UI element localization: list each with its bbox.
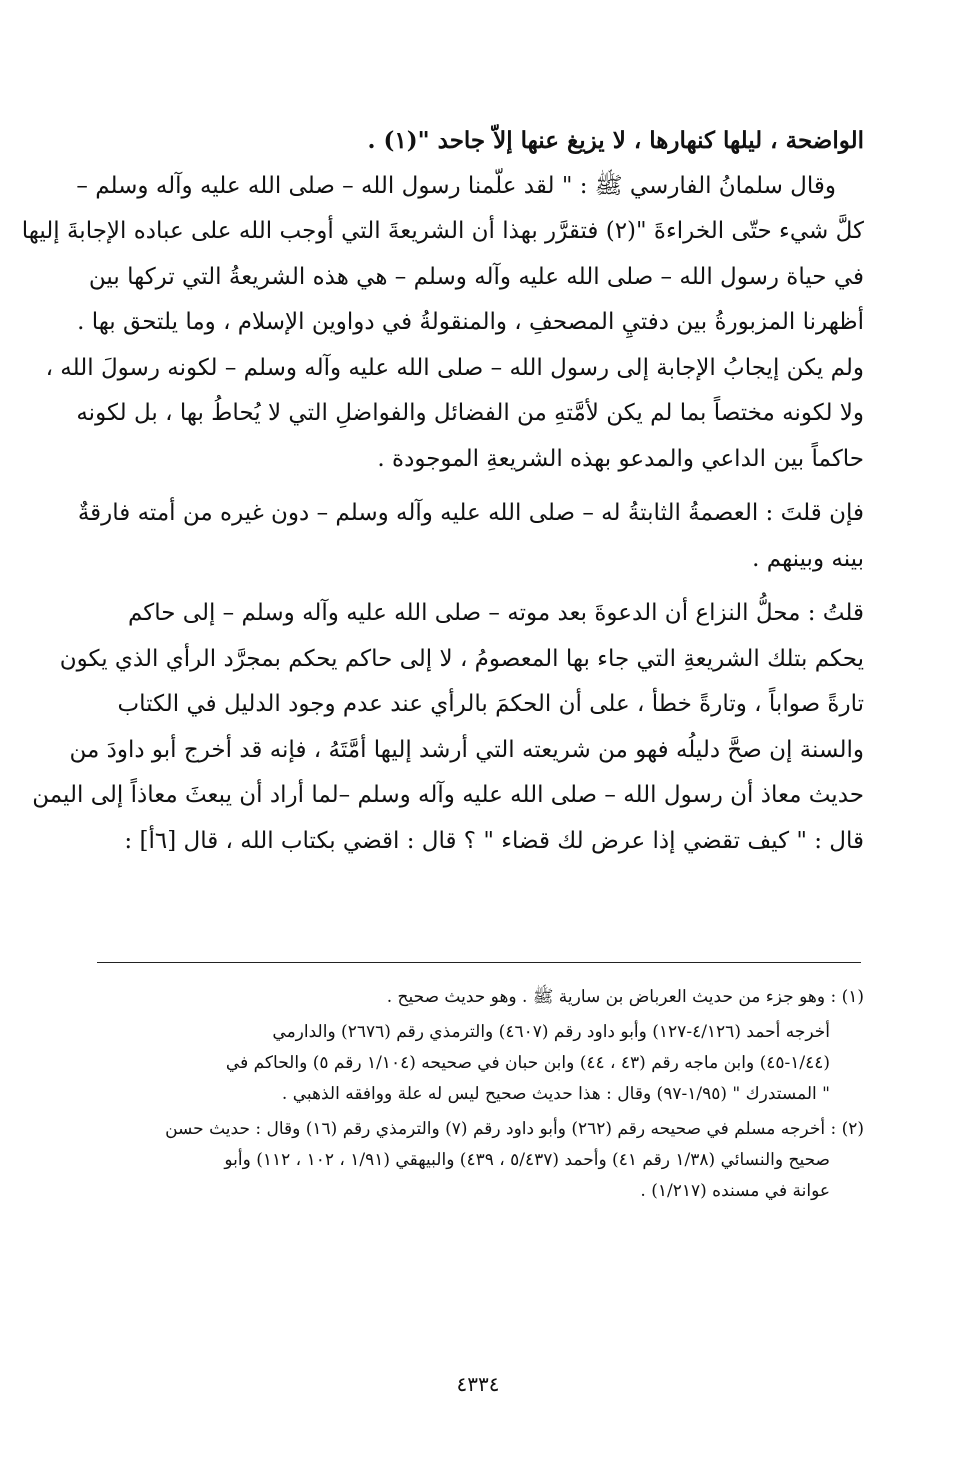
text-line: فإن قلتَ : العصمةُ الثابتةُ له – صلى الله عليه وآله وسلم – دون غيره من أمته فارقةٌ bbox=[77, 500, 864, 526]
text-line: أظهرنا المزبورةُ بين دفتيِ المصحفِ ، والمنقولةُ في دواوين الإسلام ، وما يلتحق بها . bbox=[77, 309, 864, 335]
text-line: الواضحة ، ليلها كنهارها ، لا يزيغ عنها إلاّ جاحد "(١) . bbox=[367, 127, 864, 154]
footnote-line: (١) : وهو جزء من حديث العرباض بن سارية ﷺ . وهو حديث صحيح . bbox=[386, 987, 864, 1007]
text-line: يحكم بتلك الشريعةِ التي جاء بها المعصومُ ، لا إلى حاكم يحكم بمجرَّد الرأي الذي يكون bbox=[59, 645, 864, 672]
text-line: ولم يكن إيجابُ الإجابة إلى رسول الله – صلى الله عليه وآله وسلم – لكونه رسولَ الله ، bbox=[45, 354, 864, 381]
footnotes bbox=[92, 982, 864, 1207]
footnote-divider bbox=[97, 962, 861, 963]
text-line: ولا لكونه مختصاً بما لم يكن لأمَّتهِ من الفضائل والفواضلِ التي لا يُحاطُ بها ، بل لكونه bbox=[76, 400, 864, 426]
text-line: وقال سلمانُ الفارسي ﷺ : " لقد علّمنا رسول الله – صلى الله عليه وآله وسلم – bbox=[76, 172, 836, 199]
footnote-line: (١/٤٤-٤٥) وابن ماجه رقم (٤٣ ، ٤٤) وابن حبان في صحيحه (١/١٠٤ رقم ٥) والحاكم في bbox=[225, 1053, 830, 1073]
text-line: في حياة رسول الله – صلى الله عليه وآله وسلم – هي هذه الشريعةُ التي تركها بين bbox=[88, 263, 864, 290]
text-line: بينه وبينهم . bbox=[752, 545, 864, 572]
footnote-line: " المستدرك " (١/٩٥-٩٧) وقال : هذا حديث صحيح ليس له علة ووافقه الذهبي . bbox=[281, 1084, 830, 1104]
page-number: ٤٣٣٤ bbox=[456, 1372, 500, 1396]
text-line: قلتُ : محلُّ النزاع أن الدعوةَ بعد موته – صلى الله عليه وآله وسلم – إلى حاكم bbox=[127, 600, 864, 626]
footnote-line: أخرجه أحمد (٤/١٢٦-١٢٧) وأبو داود رقم (٤٦٠٧) والترمذي رقم (٢٦٧٦) والدارمي bbox=[272, 1022, 830, 1042]
text-line: والسنة إن صحَّ دليلُه فهو من شريعته التي أرشد إليها أمَّتَهُ ، فإنه قد أخرج أبو داودَ من bbox=[69, 736, 864, 763]
footnote-line: عوانة في مسنده (١/٢١٧) . bbox=[640, 1181, 830, 1201]
footnote-line: (٢) : أخرجه مسلم في صحيحه رقم (٢٦٢) وأبو داود رقم (٧) والترمذي رقم (١٦) وقال : حديث حسن bbox=[165, 1119, 864, 1139]
text-line: حديث معاذ أن رسول الله – صلى الله عليه وآله وسلم –لما أراد أن يبعثَ معاذاً إلى اليمن bbox=[32, 782, 864, 808]
text-line: قال : " كيف تقضي إذا عرض لك قضاء " ؟ قال : اقضي بكتاب الله ، قال [٦أ] : bbox=[124, 827, 864, 854]
text-line: كلَّ شيء حتّى الخراءةَ "(٢) فتقرَّر بهذا أن الشريعةَ التي أوجب الله على عباده الإجابةَ إليها bbox=[21, 218, 864, 244]
text-line: حاكماً بين الداعي والمدعو بهذه الشريعةِ الموجودة . bbox=[377, 445, 864, 472]
text-line: تارةً صواباً ، وتارةً خطأ ، على أن الحكمَ بالرأي عند عدم وجود الدليل في الكتاب bbox=[117, 691, 864, 717]
main-text bbox=[21, 118, 864, 864]
footnote-line: صحيح والنسائي (١/٣٨ رقم ٤١) وأحمد (٥/٤٣٧ ، ٤٣٩) والبيهقي (١/٩١ ، ١٠٢ ، ١١٢) وأبو bbox=[224, 1150, 830, 1170]
